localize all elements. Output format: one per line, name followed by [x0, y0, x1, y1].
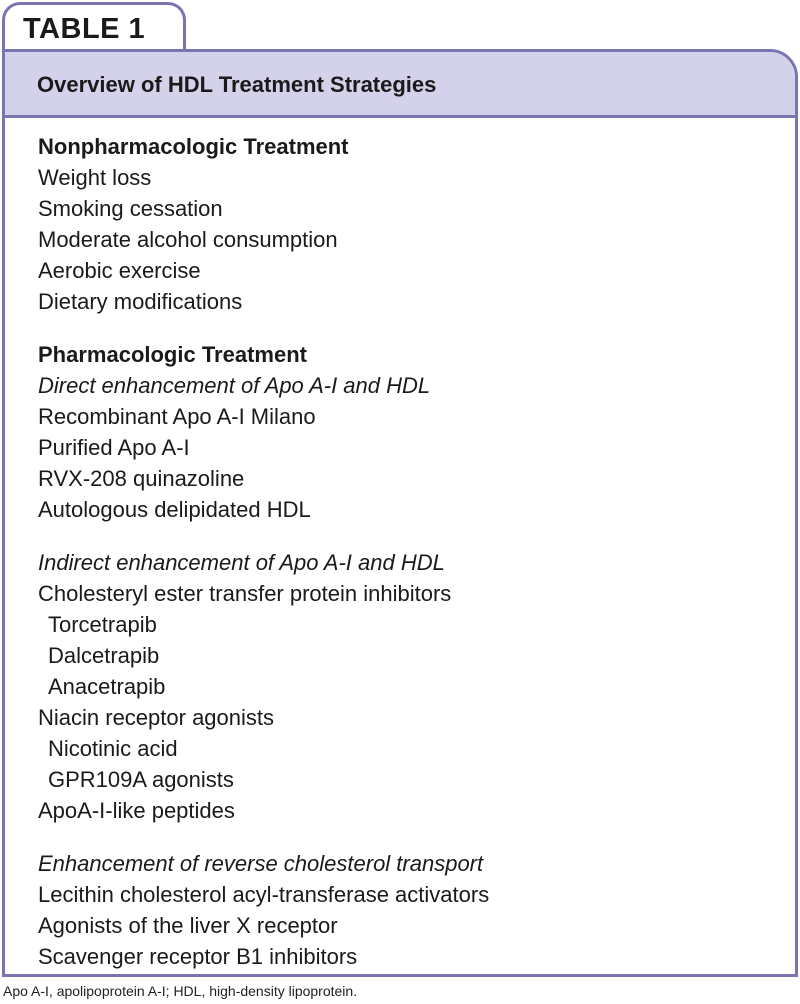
list-item-niacin: Niacin receptor agonists — [38, 705, 275, 730]
table-box — [2, 49, 798, 977]
list-item: Lecithin cholesterol acyl-transferase activators — [38, 882, 490, 907]
table-tab — [2, 2, 186, 52]
list-item: Scavenger receptor B1 inhibitors — [38, 944, 358, 969]
table-title: Overview of HDL Treatment Strategies — [37, 72, 437, 97]
list-item: Moderate alcohol consumption — [38, 227, 338, 252]
list-subitem: GPR109A agonists — [48, 767, 234, 792]
list-subitem: Dalcetrapib — [48, 643, 160, 668]
section-heading-pharm: Pharmacologic Treatment — [38, 342, 307, 367]
section-gap — [38, 317, 785, 339]
table-content — [38, 131, 785, 972]
list-subitem: Torcetrapib — [48, 612, 157, 637]
subheading-rct: Enhancement of reverse cholesterol transport — [38, 851, 484, 876]
list-item-peptides: ApoA-I-like peptides — [38, 798, 235, 823]
list-item: Aerobic exercise — [38, 258, 201, 283]
list-item: Purified Apo A-I — [38, 435, 190, 460]
subheading-indirect: Indirect enhancement of Apo A-I and HDL — [38, 550, 445, 575]
list-item: Agonists of the liver X receptor — [38, 913, 338, 938]
section-heading-nonpharm: Nonpharmacologic Treatment — [38, 134, 349, 159]
list-item: Weight loss — [38, 165, 152, 190]
list-item: RVX-208 quinazoline — [38, 466, 245, 491]
subheading-direct: Direct enhancement of Apo A-I and HDL — [38, 373, 431, 398]
section-gap — [38, 826, 785, 848]
list-item: Dietary modifications — [38, 289, 243, 314]
table-header — [5, 52, 795, 118]
list-item: Autologous delipidated HDL — [38, 497, 311, 522]
table-footnote: Apo A-I, apolipoprotein A-I; HDL, high-density lipoprotein. — [3, 983, 358, 999]
table-number-label: TABLE 1 — [23, 13, 146, 45]
list-item-cetp: Cholesteryl ester transfer protein inhibitors — [38, 581, 452, 606]
list-subitem: Anacetrapib — [48, 674, 166, 699]
list-subitem: Nicotinic acid — [48, 736, 178, 761]
list-item: Smoking cessation — [38, 196, 223, 221]
list-item: Recombinant Apo A-I Milano — [38, 404, 316, 429]
section-gap — [38, 525, 785, 547]
